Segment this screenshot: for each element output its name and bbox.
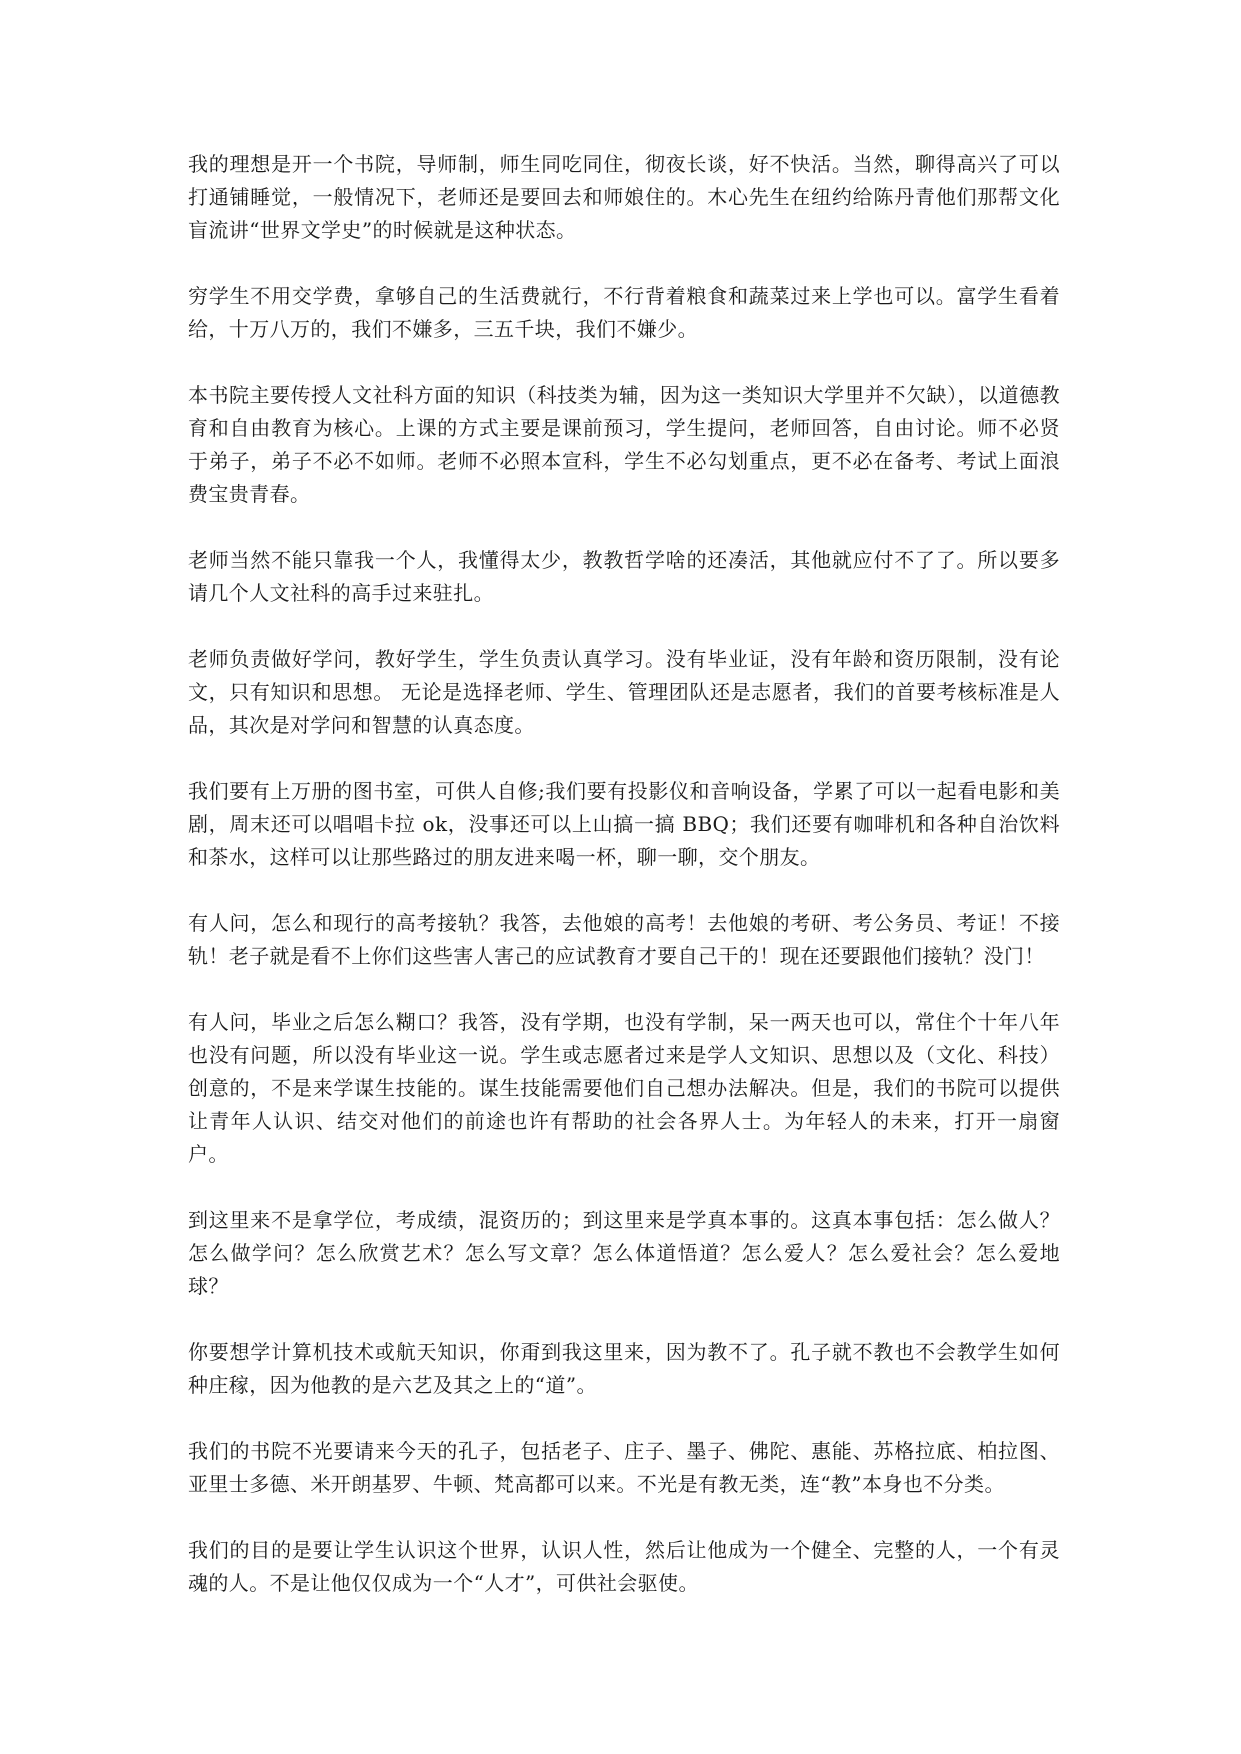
paragraph-3: 本书院主要传授人文社科方面的知识（科技类为辅，因为这一类知识大学里并不欠缺），以道德教育和自由教育为核心。上课的方式主要是课前预习，学生提问，老师回答，自由讨论。师不必贤于弟子，弟子不必不如师。老师不必照本宣科，学生不必勾划重点，更不必在备考、考试上面浪费宝贵青春。 (188, 383, 1060, 506)
paragraph-2: 穷学生不用交学费，拿够自己的生活费就行，不行背着粮食和蔬菜过来上学也可以。富学生看着给，十万八万的，我们不嫌多，三五千块，我们不嫌少。 (188, 284, 1060, 341)
paragraph-9: 到这里来不是拿学位，考成绩，混资历的；到这里来是学真本事的。这真本事包括：怎么做人？怎么做学问？怎么欣赏艺术？怎么写文章？怎么体道悟道？怎么爱人？怎么爱社会？怎么爱地球？ (188, 1208, 1060, 1298)
paragraph-1: 我的理想是开一个书院，导师制，师生同吃同住，彻夜长谈，好不快活。当然，聊得高兴了可以打通铺睡觉，一般情况下，老师还是要回去和师娘住的。木心先生在纽约给陈丹青他们那帮文化盲流讲“世界文学史”的时候就是这种状态。 (188, 152, 1060, 242)
paragraph-12: 我们的目的是要让学生认识这个世界，认识人性，然后让他成为一个健全、完整的人，一个有灵魂的人。不是让他仅仅成为一个“人才”，可供社会驱使。 (188, 1538, 1060, 1595)
paragraph-11: 我们的书院不光要请来今天的孔子，包括老子、庄子、墨子、佛陀、惠能、苏格拉底、柏拉图、亚里士多德、米开朗基罗、牛顿、梵高都可以来。不光是有教无类，连“教”本身也不分类。 (188, 1439, 1060, 1496)
paragraph-5: 老师负责做好学问，教好学生，学生负责认真学习。没有毕业证，没有年龄和资历限制，没有论文，只有知识和思想。 无论是选择老师、学生、管理团队还是志愿者，我们的首要考核标准是人品，其次是对学问和智慧的认真态度。 (188, 647, 1060, 737)
paragraph-7: 有人问，怎么和现行的高考接轨？我答，去他娘的高考！去他娘的考研、考公务员、考证！不接轨！老子就是看不上你们这些害人害己的应试教育才要自己干的！现在还要跟他们接轨？没门！ (188, 911, 1060, 968)
paragraph-10: 你要想学计算机技术或航天知识，你甭到我这里来，因为教不了。孔子就不教也不会教学生如何种庄稼，因为他教的是六艺及其之上的“道”。 (188, 1340, 1060, 1397)
document-body (188, 148, 1060, 1633)
paragraph-8: 有人问，毕业之后怎么糊口？我答，没有学期，也没有学制，呆一两天也可以，常住个十年八年也没有问题，所以没有毕业这一说。学生或志愿者过来是学人文知识、思想以及（文化、科技）创意的，不是来学谋生技能的。谋生技能需要他们自己想办法解决。但是，我们的书院可以提供让青年人认识、结交对他们的前途也许有帮助的社会各界人士。为年轻人的未来，打开一扇窗户。 (188, 1010, 1060, 1166)
paragraph-6: 我们要有上万册的图书室，可供人自修;我们要有投影仪和音响设备，学累了可以一起看电影和美剧，周末还可以唱唱卡拉 ok，没事还可以上山搞一搞 BBQ；我们还要有咖啡机和各种自治饮料和茶水，这样可以让那些路过的朋友进来喝一杯，聊一聊，交个朋友。 (188, 779, 1060, 869)
paragraph-4: 老师当然不能只靠我一个人，我懂得太少，教教哲学啥的还凑活，其他就应付不了了。所以要多请几个人文社科的高手过来驻扎。 (188, 548, 1060, 605)
